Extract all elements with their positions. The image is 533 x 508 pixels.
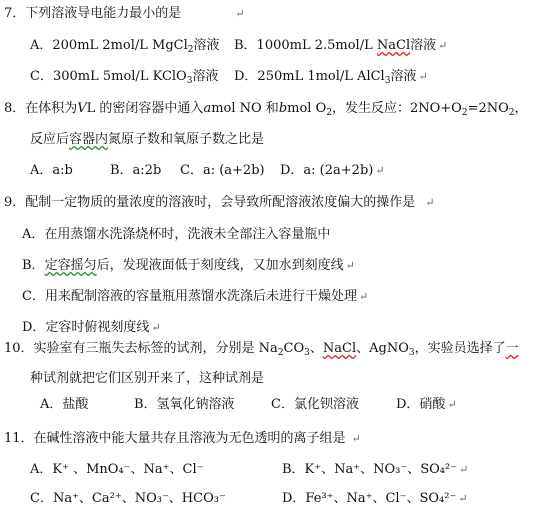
q8-option-a: A．a:b [30,163,73,178]
q10-stem-line1: 10．实验室有三瓶失去标签的试剂，分别是 $Na_2CO_3$、NaCl、AgNO$_3$，实验员选择了一 [4,341,519,358]
paragraph-mark-icon: ↵ [458,492,468,505]
q11-option-c: C．Na⁺、Ca²⁺、NO₃⁻、HCO₃⁻ [30,491,226,506]
q8-stem-line1: 8．在体积为VL 的密闭容器中通入amol NO 和bmol $O_2$，发生反应：$2NO+O_2=2NO_2$， [4,101,528,118]
q7-option-a: A．200mL 2mol/L MgCl$_2$溶液 [30,38,220,55]
paragraph-mark-icon: ↵ [235,7,245,20]
q7-stem: 7．下列溶液导电能力最小的是 ↵ [4,6,245,21]
q11-stem: 11．在碱性溶液中能大量共存且溶液为无色透明的离子组是 ↵ [4,431,361,446]
q7-option-c: C．300mL 5mol/L KClO$_3$溶液 [30,69,219,86]
q10-option-c: C．氯化钡溶液 [271,397,359,412]
q11-option-a: A．K⁺ 、MnO₄⁻、Na⁺、Cl⁻ [30,462,204,477]
paragraph-mark-icon: ↵ [151,321,161,334]
q8-option-d: D．a: (2a+2b) ↵ [280,163,385,178]
q8-option-b: B．a:2b [110,163,162,178]
q10-option-b: B．氢氧化钠溶液 [134,397,235,412]
q7-option-d: D．250mL 1mol/L AlCl$_3$溶液 ↵ [234,69,428,86]
q11-option-b: B．K⁺、Na⁺、NO₃⁻、SO₄²⁻ ↵ [282,462,469,477]
q10-stem-line2: 种试剂就把它们区别开来了，这种试剂是 [30,371,265,386]
paragraph-mark-icon: ↵ [375,164,385,177]
q10-option-a: A．盐酸 [40,397,89,412]
q9-option-d: D．定容时俯视刻度线 ↵ [22,320,161,335]
paragraph-mark-icon: ↵ [438,39,448,52]
paragraph-mark-icon: ↵ [345,259,355,272]
paragraph-mark-icon: ↵ [425,196,435,209]
q7-option-b: B．1000mL 2.5mol/L NaCl溶液 ↵ [234,38,448,53]
paragraph-mark-icon: ↵ [351,432,361,445]
q9-option-b: B．定容摇匀后，发现液面低于刻度线，又加水到刻度线 ↵ [22,258,355,273]
q9-option-c: C．用来配制溶液的容量瓶用蒸馏水洗涤后未进行干燥处理 ↵ [22,289,369,304]
q10-option-d: D．硝酸 ↵ [396,397,457,412]
paragraph-mark-icon: ↵ [418,70,428,83]
paragraph-mark-icon: ↵ [358,290,369,303]
paragraph-mark-icon: ↵ [447,398,457,411]
q9-option-a: A．在用蒸馏水洗涤烧杯时，洗液未全部注入容量瓶中 [22,227,331,242]
q8-stem-line2: 反应后容器内氮原子数和氧原子数之比是 [30,132,265,147]
paragraph-mark-icon: ↵ [459,463,469,476]
q11-option-d: D．Fe³⁺、Na⁺、Cl⁻、SO₄²⁻ ↵ [282,491,468,506]
q9-stem: 9．配制一定物质的量浓度的溶液时，会导致所配溶液浓度偏大的操作是 ↵ [4,195,435,210]
q8-option-c: C．a: (a+2b) [180,163,265,178]
